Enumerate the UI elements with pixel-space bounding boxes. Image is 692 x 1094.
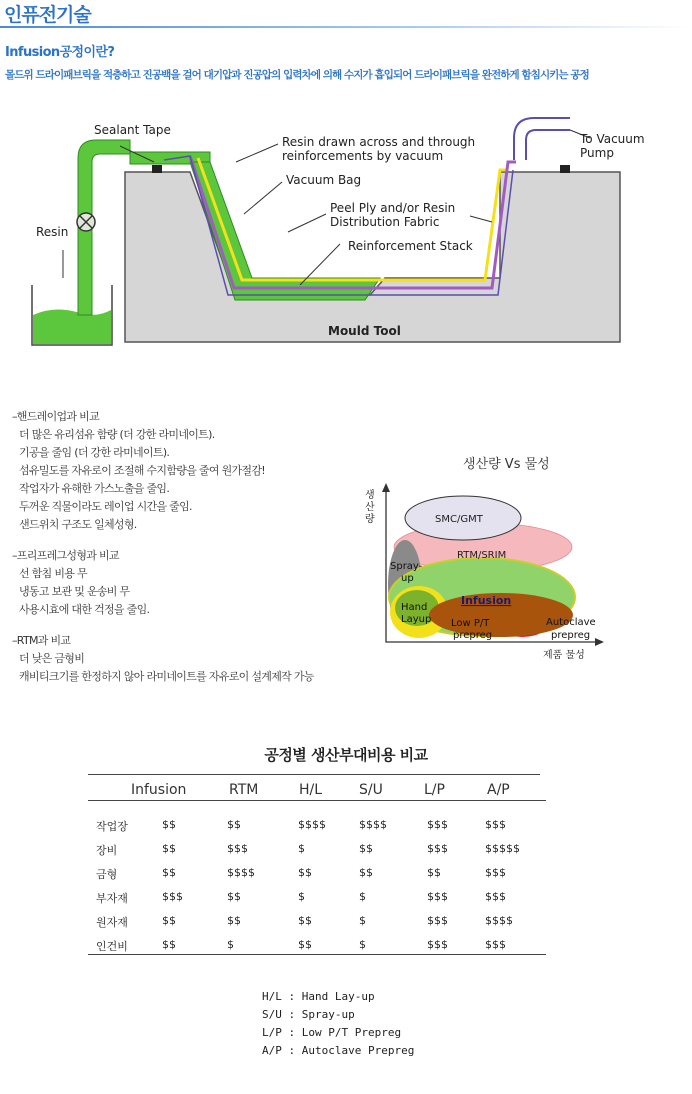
label-autoclave-2: prepreg: [551, 630, 591, 641]
table-rule-bottom: [88, 954, 546, 955]
comparison-heading: –프리프레그성형과 비교: [12, 549, 119, 562]
chart-xlabel: 제품 물성: [543, 650, 585, 661]
label-infusion: Infusion: [461, 594, 512, 607]
list-item: 섬유밀도를 자유로이 조절해 수지함량을 줄여 원가절감!: [19, 464, 265, 477]
table-row-label: 장비: [96, 844, 118, 857]
list-item: 사용시효에 대한 걱정을 줄임.: [19, 603, 150, 616]
label-rtm: RTM/SRIM: [457, 550, 507, 561]
label-hand-2: Layup: [401, 614, 432, 625]
table-header-lp: L/P: [424, 782, 445, 798]
table-header-su: S/U: [359, 782, 383, 798]
section-description: 몰드위 드라이패브릭을 적층하고 진공백을 걸어 대기압과 진공압의 입력차에 의해 수지가 흡입되어 드라이패브릭을 완전하게 함침시키는 공정: [5, 69, 589, 81]
chart-x-arrow: [595, 638, 604, 646]
label-sealant-tape: Sealant Tape: [94, 123, 171, 137]
table-cell: $: [298, 842, 305, 855]
table-cell: $$$: [427, 914, 448, 927]
list-item: 선 함침 비용 무: [19, 567, 87, 580]
abbreviation-legend: [262, 988, 414, 1060]
table-cell: $$$$: [359, 818, 387, 831]
label-hand-1: Hand: [401, 602, 428, 613]
legend-item: L/P : Low P/T Prepreg: [262, 1026, 402, 1039]
label-to-vacuum-1: To Vacuum: [580, 132, 645, 146]
table-cell: $$$$: [298, 818, 326, 831]
comparison-rtm: [12, 632, 314, 686]
table-row-label: 작업장: [96, 820, 128, 833]
yield-vs-property-chart: [355, 450, 615, 665]
table-cell: $$: [359, 866, 373, 879]
label-lowpt-2: prepreg: [453, 630, 493, 641]
table-rule-header: [88, 800, 546, 801]
table-cell: $$$: [427, 890, 448, 903]
list-item: 캐비티크기를 한정하지 않아 라미네이트를 자유로이 설계제작 가능: [19, 670, 314, 683]
list-item: 기공을 줄임 (더 강한 라미네이트).: [19, 446, 170, 459]
label-spray-1: Spray-: [390, 561, 423, 572]
chart-title: 생산량 Vs 물성: [463, 457, 550, 472]
table-cell: $$: [227, 914, 241, 927]
table-cell: $$$: [485, 818, 506, 831]
table-cell: $$: [162, 842, 176, 855]
legend-item: S/U : Spray-up: [262, 1008, 355, 1021]
list-item: 더 많은 유리섬유 함량 (더 강한 라미네이트).: [19, 428, 215, 441]
table-rule-top: [88, 774, 540, 775]
table-header-ap: A/P: [487, 782, 510, 798]
chart-ylabel: 산: [365, 502, 375, 513]
chart-ylabel: 생: [365, 490, 375, 501]
label-peel-ply-1: Peel Ply and/or Resin: [330, 201, 456, 215]
table-cell: $$$: [427, 938, 448, 951]
label-resin-drawn-1: Resin drawn across and through: [282, 135, 476, 149]
label-lowpt-1: Low P/T: [451, 618, 490, 629]
label-smc: SMC/GMT: [435, 514, 483, 525]
sealant-tape-right: [560, 165, 570, 173]
table-cell: $$$: [427, 842, 448, 855]
table-cell: $$: [298, 938, 312, 951]
table-cell: $$: [162, 818, 176, 831]
table-cell: $$$$: [485, 914, 513, 927]
label-vacuum-bag: Vacuum Bag: [286, 173, 362, 187]
resin-pool: [33, 309, 111, 344]
table-row-label: 금형: [96, 868, 118, 881]
table-cell: $: [298, 890, 305, 903]
table-cell: $$: [162, 914, 176, 927]
table-cell: $$: [359, 842, 373, 855]
legend-item: A/P : Autoclave Prepreg: [262, 1044, 415, 1057]
vacuum-pipe: [514, 118, 570, 160]
label-peel-ply-2: Distribution Fabric: [330, 215, 440, 229]
table-header-infusion: Infusion: [131, 782, 187, 798]
title-divider: [0, 26, 692, 28]
list-item: 더 낮은 금형비: [19, 652, 85, 665]
table-cell: $: [359, 938, 366, 951]
chart-y-arrow: [382, 483, 390, 492]
label-resin-drawn-2: reinforcements by vacuum: [282, 149, 444, 163]
table-header-rtm: RTM: [229, 782, 259, 798]
table-header-hl: H/L: [299, 782, 323, 798]
list-item: 샌드위치 구조도 일체성형.: [19, 518, 137, 531]
label-reinforcement-stack: Reinforcement Stack: [348, 239, 473, 253]
table-cell: $$: [227, 890, 241, 903]
table-cell: $$$: [227, 842, 248, 855]
table-cell: $$$: [485, 890, 506, 903]
label-resin: Resin: [36, 225, 69, 239]
table-cell: $: [359, 890, 366, 903]
legend-item: H/L : Hand Lay-up: [262, 990, 375, 1003]
comparison-prepreg: [12, 547, 314, 619]
table-cell: $$: [162, 938, 176, 951]
table-row-label: 원자재: [96, 916, 128, 929]
table-cell: $$: [162, 866, 176, 879]
table-row-label: 부자재: [96, 892, 128, 905]
table-cell: $$$$: [227, 866, 255, 879]
label-to-vacuum-2: Pump: [580, 146, 614, 160]
list-item: 작업자가 유해한 가스노출을 줄임.: [19, 482, 170, 495]
comparison-lists: [12, 408, 314, 699]
list-item: 냉동고 보관 및 운송비 무: [19, 585, 130, 598]
page-title: 인퓨전기술: [4, 4, 91, 26]
table-cell: $$$: [427, 818, 448, 831]
mould-tool: [125, 172, 620, 342]
table-cell: $$$$$: [485, 842, 520, 855]
chart-ylabel: 량: [365, 514, 375, 525]
table-cell: $$$: [485, 866, 506, 879]
comparison-heading: –핸드레이업과 비교: [12, 410, 100, 423]
comparison-hand-layup: [12, 408, 314, 534]
cost-table-title: 공정별 생산부대비용 비교: [264, 746, 428, 764]
table-cell: $: [227, 938, 234, 951]
table-cell: $$$: [162, 890, 183, 903]
list-item: 두꺼운 직물이라도 레이업 시간을 줄임.: [19, 500, 192, 513]
table-row-label: 인건비: [96, 940, 128, 953]
table-cell: $$: [298, 914, 312, 927]
table-cell: $$: [227, 818, 241, 831]
label-mould-tool: Mould Tool: [328, 324, 401, 338]
sealant-tape-left: [152, 165, 162, 173]
table-cell: $: [359, 914, 366, 927]
comparison-heading: –RTM과 비교: [12, 634, 71, 647]
infusion-process-diagram: [30, 110, 670, 350]
section-title: Infusion공정이란?: [5, 45, 115, 60]
label-spray-2: up: [401, 573, 414, 584]
table-cell: $$$: [485, 938, 506, 951]
table-cell: $$: [427, 866, 441, 879]
label-autoclave-1: Autoclave: [546, 617, 596, 628]
table-cell: $$: [298, 866, 312, 879]
